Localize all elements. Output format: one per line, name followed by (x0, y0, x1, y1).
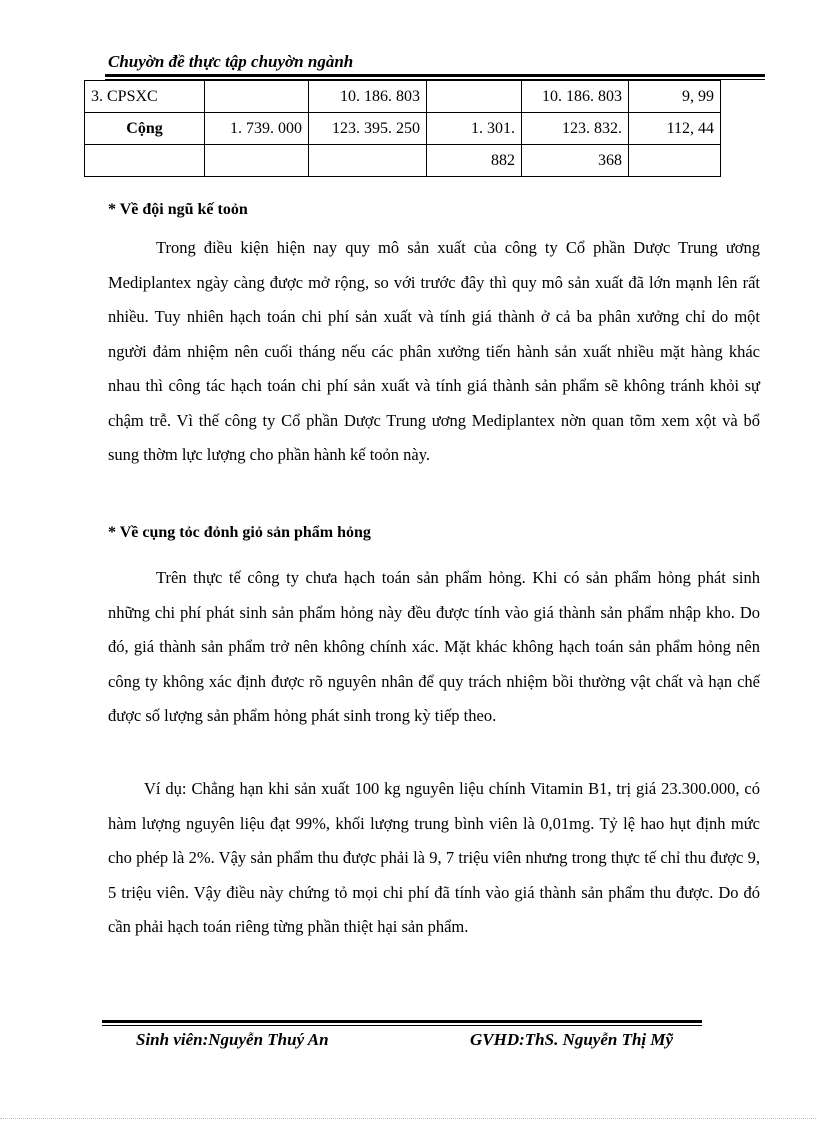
footer-student-name: Sinh viên:Nguyễn Thuý An (136, 1030, 329, 1049)
footer-rule (102, 1020, 702, 1023)
table-cell (629, 145, 721, 177)
table-cell (427, 81, 522, 113)
page-header-title: Chuyờn đề thực tập chuyờn ngành (108, 52, 354, 71)
table-row (85, 81, 721, 113)
paragraph-accounting-staff: Trong điều kiện hiện nay quy mô sản xuất của công ty Cổ phần Dược Trung ương Mediplantex ngày càng được mở rộng, so với trước đây thì quy mô sản xuất đã lớn mạnh lên rất nhiều. Tuy nhiên hạch toán chi phí sản xuất và tính giá thành ở cả ba phân xưởng chỉ do một người đảm nhiệm nên cuối tháng nếu các phân xưởng tiến hành sản xuất nhiều mặt hàng khác nhau thì công tác hạch toán chi phí sản xuất và tính giá thành sản phẩm sẽ không tránh khỏi sự chậm trễ. Vì thế công ty Cổ phần Dược Trung ương Mediplantex nờn quan tõm xem xột và bổ sung thờm lực lượng cho phần hành kế toỏn này. (108, 238, 760, 464)
paragraph-defective-products: Trên thực tế công ty chưa hạch toán sản phẩm hỏng. Khi có sản phẩm hỏng phát sinh những chi phí phát sinh sản phẩm hỏng này đều được tính vào giá thành sản phẩm nhập kho. Do đó, giá thành sản phẩm trở nên không chính xác. Mặt khác không hạch toán sản phẩm hỏng nên công ty không xác định được rõ nguyên nhân để quy trách nhiệm bồi thường vật chất và hạn chế được số lượng sản phẩm hỏng phát sinh trong kỳ tiếp theo. (108, 568, 760, 725)
table-cell (85, 145, 205, 177)
table-cell: 123. 395. 250 (309, 113, 427, 145)
section-heading-defective-products: * Về cụng tỏc đỏnh giỏ sản phẩm hỏng (108, 524, 371, 541)
table-cell: 10. 186. 803 (309, 81, 427, 113)
table-cell: 882 (427, 145, 522, 177)
table-cell: 1. 739. 000 (205, 113, 309, 145)
table-row (85, 113, 721, 145)
table-cell: 112, 44 (629, 113, 721, 145)
header-rule (105, 74, 765, 77)
table-cell: 9, 99 (629, 81, 721, 113)
table-cell: 1. 301. (427, 113, 522, 145)
table-cell: 368 (522, 145, 629, 177)
table-cell: 3. CPSXC (85, 81, 205, 113)
table-row (85, 145, 721, 177)
paragraph-example: Ví dụ: Chẳng hạn khi sản xuất 100 kg nguyên liệu chính Vitamin B1, trị giá 23.300.000, có hàm lượng nguyên liệu đạt 99%, khối lượng trung bình viên là 0,01mg. Tỷ lệ hao hụt định mức cho phép là 2%. Vậy sản phẩm thu được phải là 9, 7 triệu viên nhưng trong thực tế chỉ thu được 9, 5 triệu viên. Vậy điều này chứng tỏ mọi chi phí đã tính vào giá thành sản phẩm thu được. Do đó cần phải hạch toán riêng từng phần thiệt hại sản phẩm. (108, 779, 760, 936)
table-cell: Cộng (85, 113, 205, 145)
footer-advisor-name: GVHD:ThS. Nguyễn Thị Mỹ (470, 1030, 674, 1049)
page-edge (0, 1118, 816, 1119)
table-cell (205, 81, 309, 113)
table-cell: 123. 832. (522, 113, 629, 145)
cost-summary-table (84, 80, 721, 177)
footer-rule-thin (102, 1025, 702, 1026)
section-heading-accounting-staff: * Về đội ngũ kế toỏn (108, 201, 248, 218)
table-cell (205, 145, 309, 177)
table-cell (309, 145, 427, 177)
table-cell: 10. 186. 803 (522, 81, 629, 113)
